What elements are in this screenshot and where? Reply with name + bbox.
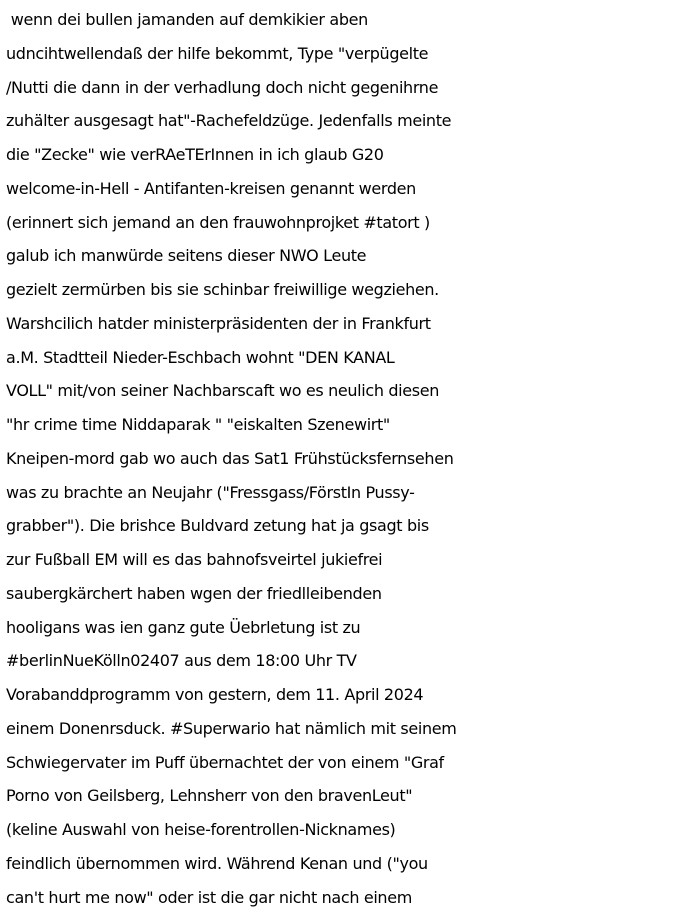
text-line: zur Fußball EM will es das bahnofsveirtel jukiefrei — [6, 550, 383, 569]
text-line: Warshcilich hatder ministerpräsidenten der in Frankfurt — [6, 313, 431, 333]
text-line: grabber"). Die brishce Buldvard zetung hat ja gsagt bis — [6, 516, 429, 536]
text-line: zuhälter ausgesagt hat"-Rachefeldzüge. Jedenfalls meinte — [6, 111, 452, 131]
body-text — [6, 3, 684, 914]
text-line: Kneipen-mord gab wo auch das Sat1 Frühstücksfernsehen — [6, 448, 454, 468]
text-line: a.M. Stadtteil Nieder-Eschbach wohnt "DEN KANAL — [6, 347, 395, 367]
text-line: was zu brachte an Neujahr ("Fressgass/FörstIn Pussy- — [6, 482, 415, 502]
text-line: Vorabanddprogramm von gestern, dem 11. April 2024 — [6, 685, 424, 704]
text-line: welcome-in-Hell - Antifanten-kreisen genannt werden — [6, 178, 416, 198]
text-line: gezielt zermürben bis sie schinbar freiwillige wegziehen. — [6, 280, 439, 299]
text-line: wenn dei bullen jamanden auf demkikier aben — [6, 10, 368, 29]
text-line: can't hurt me now" oder ist die gar nicht nach einem — [6, 887, 412, 907]
text-line: einem Donenrsduck. #Superwario hat nämlich mit seinem — [6, 718, 457, 738]
text-line: Schwiegervater im Puff übernachtet der von einem "Graf — [6, 752, 444, 772]
text-line: /Nutti die dann in der verhadlung doch nicht gegenihrne — [6, 77, 439, 97]
text-line: saubergkärchert haben wgen der friedlleibenden — [6, 583, 382, 603]
text-line: (keline Auswahl von heise-forentrollen-Nicknames) — [6, 820, 396, 839]
text-line: feindlich übernommen wird. Während Kenan und ("you — [6, 853, 428, 873]
text-line: die "Zecke" wie verRAeTErInnen in ich glaub G20 — [6, 145, 384, 164]
text-line: #berlinNueKölln02407 aus dem 18:00 Uhr TV — [6, 651, 357, 671]
text-line: udncihtwellendaß der hilfe bekommt, Type "verpügelte — [6, 43, 429, 63]
text-line: Porno von Geilsberg, Lehnsherr von den bravenLeut" — [6, 786, 413, 806]
text-line: (erinnert sich jemand an den frauwohnprojket #tatort ) — [6, 212, 430, 232]
text-line: "hr crime time Niddaparak " "eiskalten Szenewirt" — [6, 415, 390, 434]
text-line: galub ich manwürde seitens dieser NWO Leute — [6, 246, 367, 266]
text-line: hooligans was ien ganz gute Üebrletung ist zu — [6, 617, 361, 637]
text-line: VOLL" mit/von seiner Nachbarscaft wo es neulich diesen — [6, 381, 440, 401]
